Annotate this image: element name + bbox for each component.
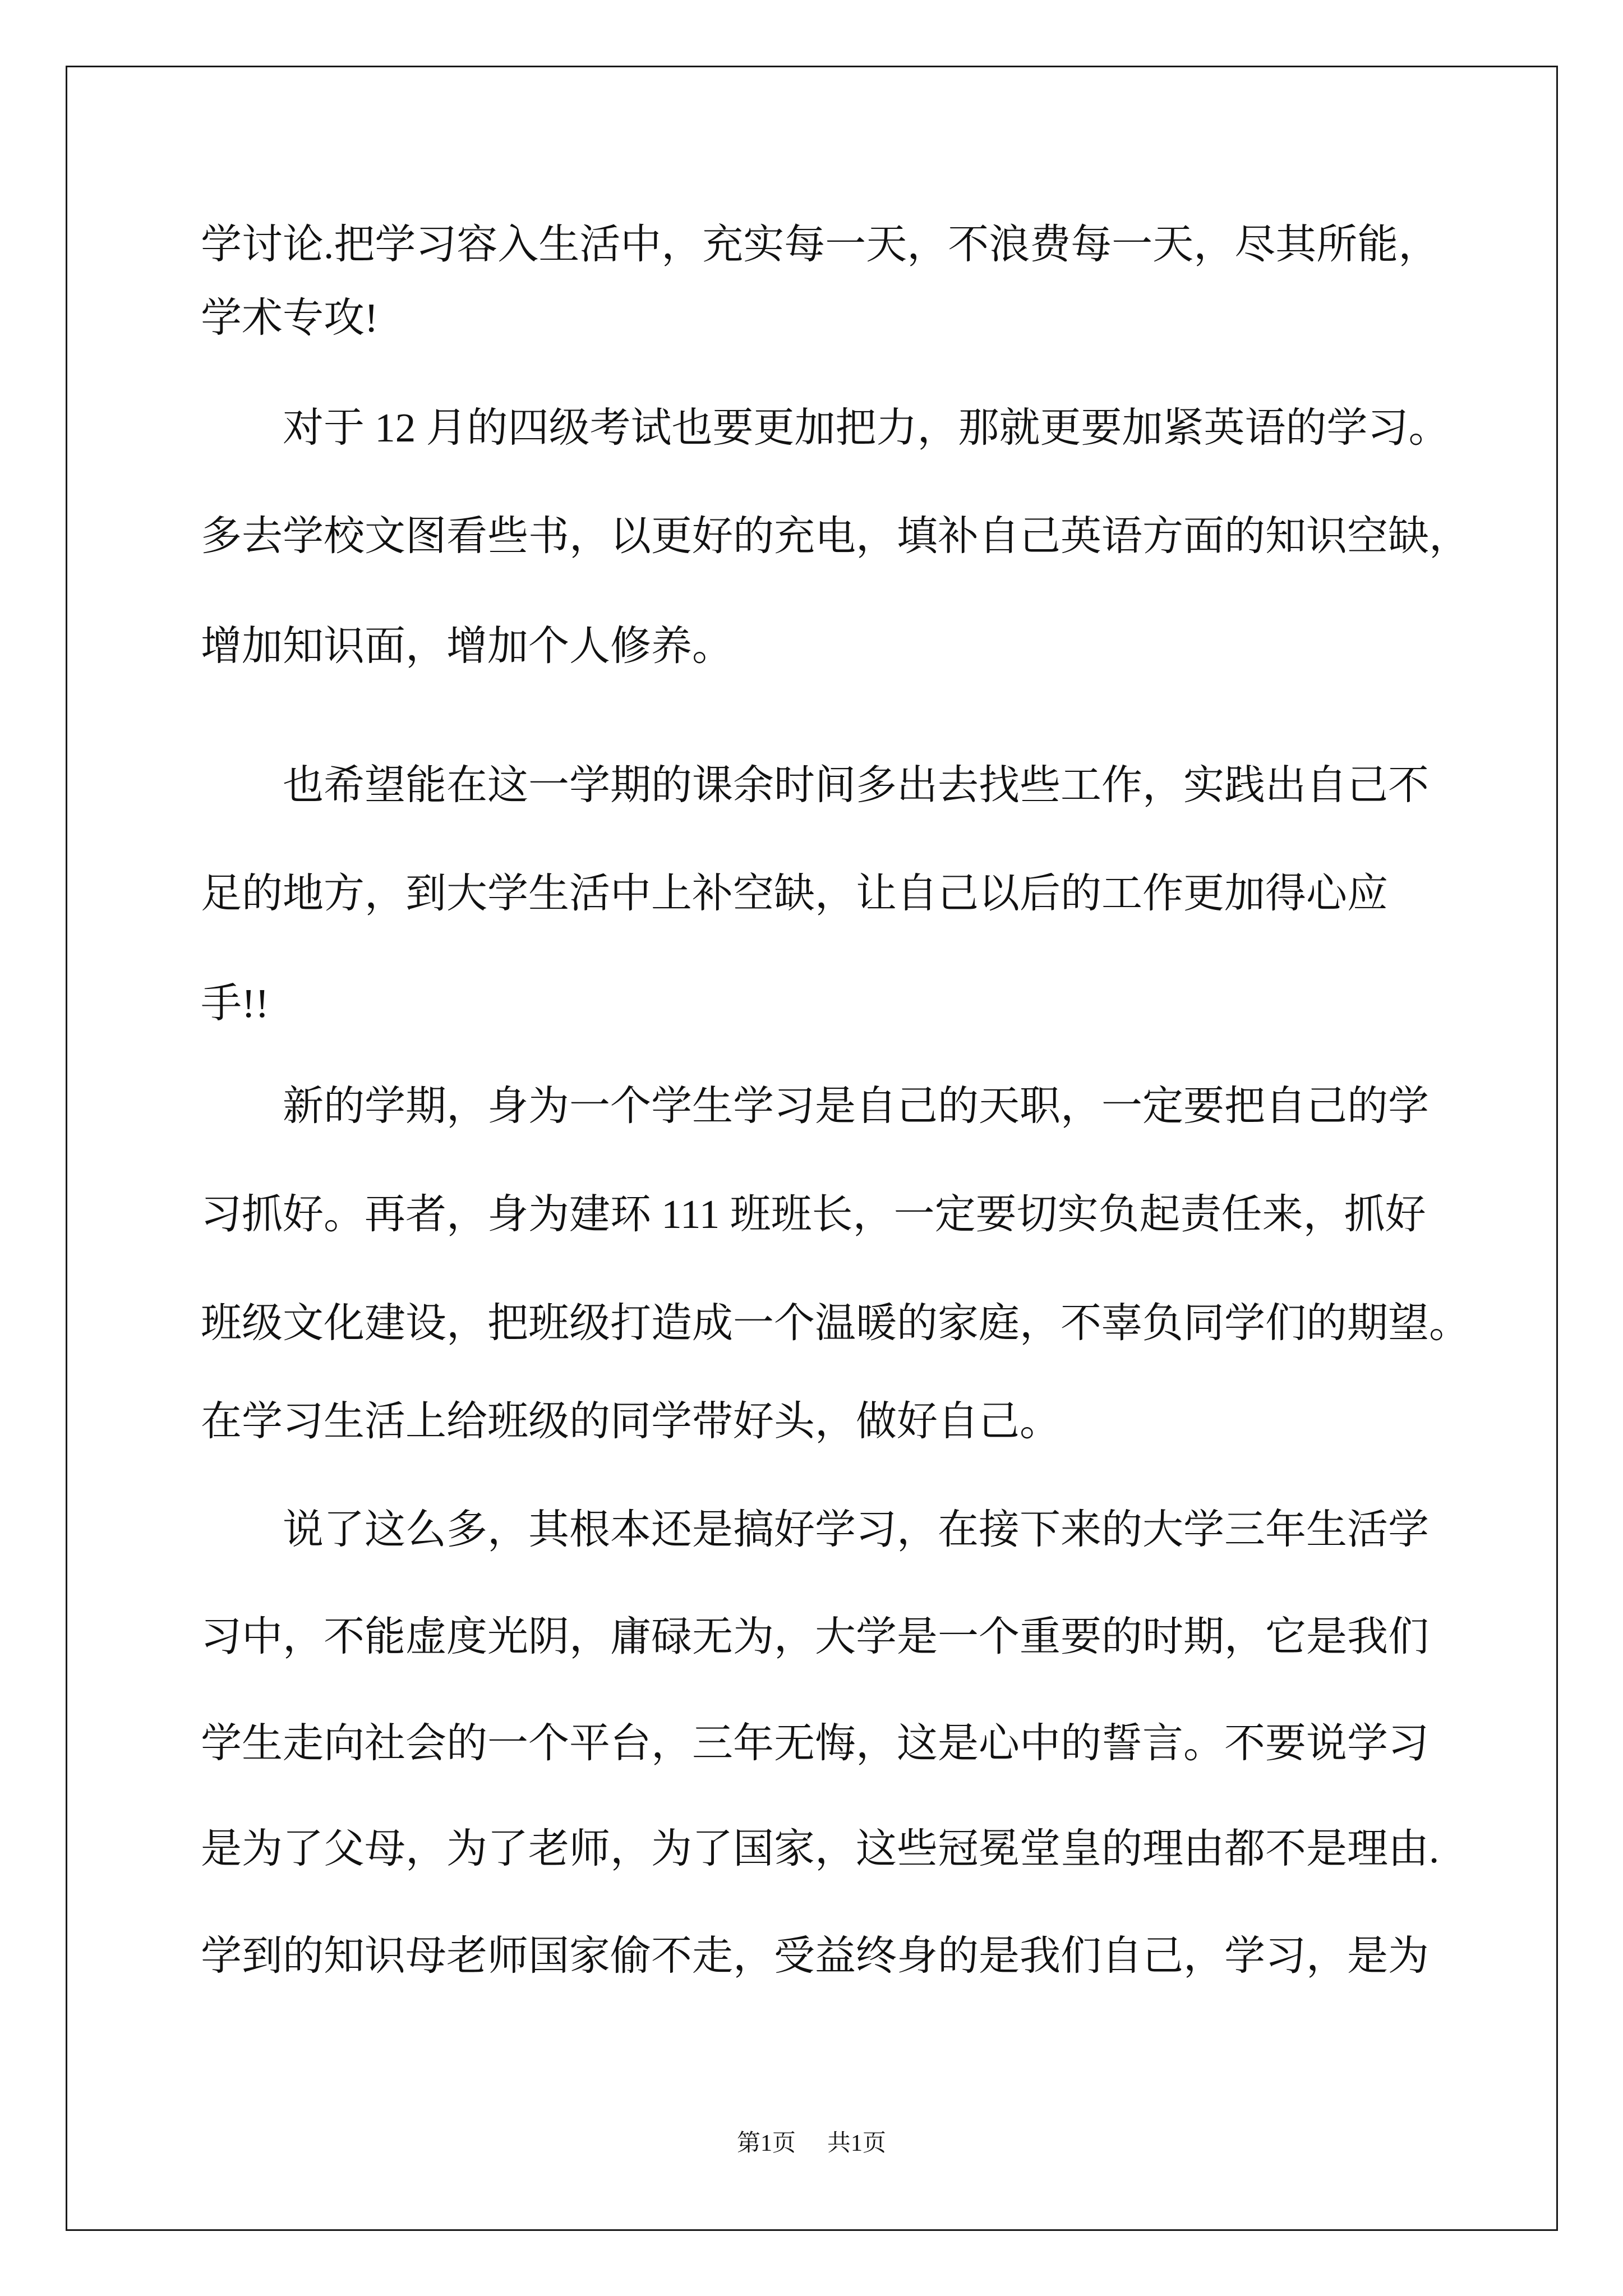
text-line: 对于 12 月的四级考试也要更加把力，那就更要加紧英语的学习。 (283, 405, 1450, 450)
text-line: 也希望能在这一学期的课余时间多出去找些工作，实践出自己不 (283, 762, 1429, 808)
text-line: 新的学期，身为一个学生学习是自己的天职，一定要把自己的学 (283, 1083, 1429, 1129)
page-footer (0, 2129, 1623, 2157)
text-line: 学术专攻! (201, 295, 379, 341)
text-line: 在学习生活上给班级的同学带好头，做好自己。 (201, 1398, 1061, 1444)
text-line: 习中，不能虚度光阴，庸碌无为，大学是一个重要的时期，它是我们 (201, 1614, 1429, 1659)
text-line: 足的地方，到大学生活中上补空缺，让自己以后的工作更加得心应 (201, 871, 1388, 916)
text-line: 说了这么多，其根本还是搞好学习，在接下来的大学三年生活学 (283, 1507, 1429, 1552)
page-number: 第1页 (736, 2131, 796, 2156)
text-line: 学生走向社会的一个平台，三年无悔，这是心中的誓言。不要说学习 (201, 1720, 1429, 1766)
text-line: 学讨论.把学习容入生活中，充实每一天，不浪费每一天，尽其所能， (201, 222, 1440, 267)
text-line: 习抓好。再者，身为建环 111 班班长，一定要切实负起责任来，抓好 (201, 1191, 1426, 1237)
total-pages: 共1页 (827, 2131, 887, 2156)
text-line: 多去学校文图看些书，以更好的充电，填补自己英语方面的知识空缺， (201, 513, 1470, 559)
text-line: 增加知识面，增加个人修养。 (201, 623, 733, 669)
text-line: 是为了父母，为了老师，为了国家，这些冠冕堂皇的理由都不是理由. (201, 1826, 1440, 1871)
text-line: 手!! (201, 981, 269, 1026)
page-border (66, 66, 1558, 2231)
text-line: 学到的知识母老师国家偷不走，受益终身的是我们自己，学习，是为 (201, 1933, 1429, 1978)
text-line: 班级文化建设，把班级打造成一个温暖的家庭，不辜负同学们的期望。 (201, 1300, 1470, 1346)
